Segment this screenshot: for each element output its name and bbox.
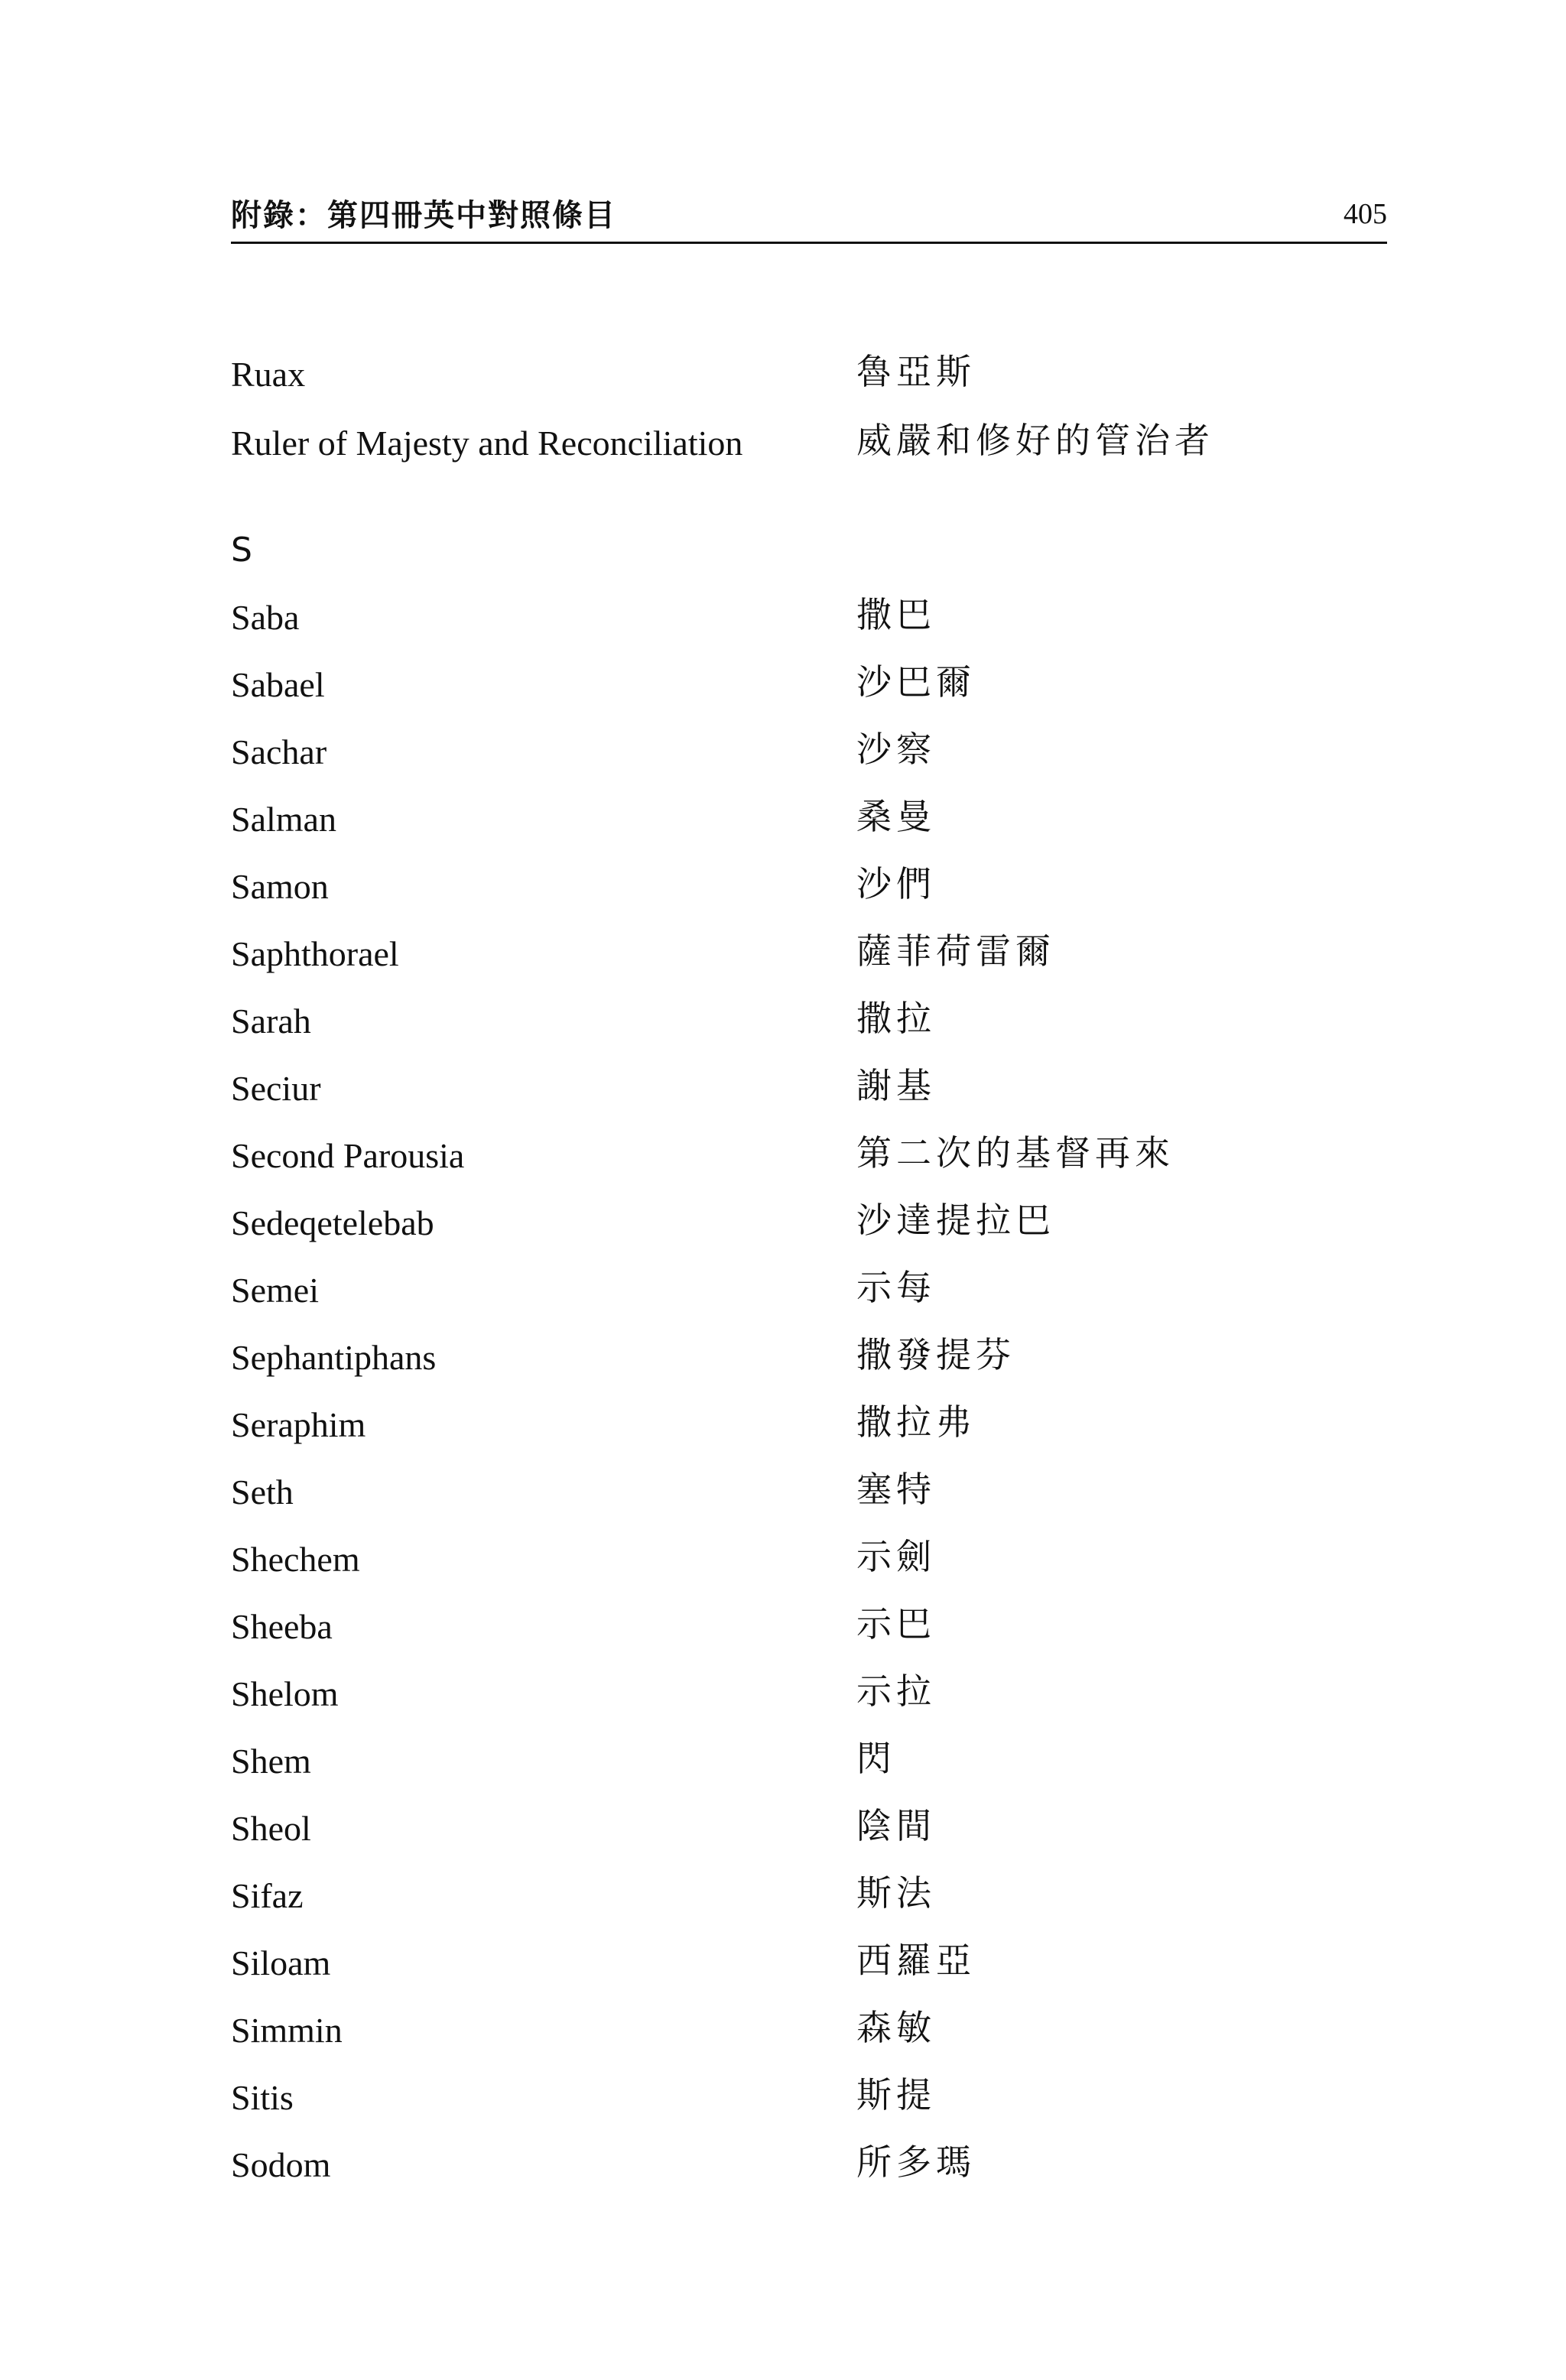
glossary-entry (231, 2009, 1387, 2076)
chinese-term: 撒拉 (856, 998, 936, 1039)
chinese-term: 魯亞斯 (856, 351, 976, 392)
glossary-entry (231, 930, 1387, 1000)
english-term: Siloam (231, 1943, 331, 1982)
chinese-term: 西羅亞 (856, 1940, 976, 1981)
glossary-entry (231, 798, 1387, 865)
glossary-entry (231, 1401, 1387, 1471)
glossary-entry (231, 422, 1387, 529)
page-number: 405 (1343, 198, 1387, 230)
chinese-term: 謝基 (856, 1065, 936, 1106)
english-term: Shem (231, 1742, 311, 1781)
glossary-entry (231, 1673, 1387, 1740)
chinese-term: 閃 (856, 1738, 896, 1779)
english-term: Sodom (231, 2145, 331, 2184)
chinese-term: 森敏 (856, 2007, 936, 2048)
english-term: Shechem (231, 1540, 360, 1579)
english-term: Semei (231, 1271, 319, 1310)
glossary-entry (231, 1603, 1387, 1673)
glossary-entry (231, 1872, 1387, 1942)
glossary-entry (231, 353, 1387, 422)
glossary-entry (231, 2141, 1387, 2211)
english-term: Sabael (231, 665, 325, 704)
glossary-entries (231, 353, 1387, 2211)
glossary-entry (231, 2076, 1387, 2144)
english-term: Seciur (231, 1069, 321, 1108)
english-term: Second Parousia (231, 1136, 465, 1175)
chinese-term: 斯提 (856, 2074, 936, 2115)
english-term: Ruax (231, 355, 306, 394)
english-term: Sachar (231, 732, 327, 771)
chinese-term: 桑曼 (856, 796, 936, 837)
english-term: Samon (231, 867, 329, 906)
english-term: Saphthorael (231, 934, 399, 973)
english-term: Sedeqetelebab (231, 1203, 434, 1242)
glossary-entry (231, 1538, 1387, 1606)
chinese-term: 示劍 (856, 1536, 936, 1577)
chinese-term: 沙察 (856, 729, 936, 770)
glossary-entry (231, 1067, 1387, 1135)
page-header (231, 188, 1387, 244)
chinese-term: 第二次的基督再來 (856, 1132, 1174, 1174)
chinese-term: 陰間 (856, 1805, 936, 1846)
glossary-entry (231, 1471, 1387, 1538)
chinese-term: 示每 (856, 1267, 936, 1308)
chinese-term: 沙們 (856, 863, 936, 904)
glossary-entry (231, 865, 1387, 933)
chinese-term: 所多瑪 (856, 2141, 976, 2183)
glossary-entry (231, 596, 1387, 664)
chinese-term: 撒發提芬 (856, 1334, 1015, 1375)
chinese-term: 斯法 (856, 1872, 936, 1914)
glossary-entry (231, 1942, 1387, 2009)
running-title: 附錄：第四冊英中對照條目 (231, 198, 616, 233)
section-letter: S (231, 531, 252, 570)
english-term: Seraphim (231, 1405, 366, 1444)
glossary-entry (231, 1807, 1387, 1875)
glossary-entry (231, 1000, 1387, 1067)
chinese-term: 撒拉弗 (856, 1401, 976, 1443)
english-term: Sitis (231, 2078, 294, 2117)
english-term: Sheeba (231, 1607, 333, 1646)
chinese-term: 示拉 (856, 1671, 936, 1712)
glossary-entry (231, 731, 1387, 798)
chinese-term: 薩菲荷雷爾 (856, 930, 1055, 972)
english-term: Sheol (231, 1809, 311, 1848)
english-term: Sifaz (231, 1876, 304, 1915)
chinese-term: 沙巴爾 (856, 661, 976, 703)
glossary-entry (231, 1132, 1387, 1202)
chinese-term: 威嚴和修好的管治者 (856, 420, 1214, 461)
chinese-term: 示巴 (856, 1603, 936, 1645)
chinese-term: 塞特 (856, 1469, 936, 1510)
glossary-entry (231, 1202, 1387, 1269)
glossary-entry (231, 1740, 1387, 1807)
english-term: Ruler of Majesty and Reconciliation (231, 424, 743, 463)
english-term: Sephantiphans (231, 1338, 437, 1377)
glossary-entry (231, 661, 1387, 731)
glossary-entry (231, 1269, 1387, 1336)
english-term: Sarah (231, 1002, 311, 1041)
glossary-entry (231, 1336, 1387, 1404)
english-term: Salman (231, 800, 336, 839)
chinese-term: 沙達提拉巴 (856, 1200, 1055, 1241)
section-heading (231, 529, 1387, 596)
english-term: Simmin (231, 2011, 343, 2050)
english-term: Saba (231, 598, 300, 637)
english-term: Seth (231, 1472, 294, 1511)
english-term: Shelom (231, 1674, 339, 1713)
chinese-term: 撒巴 (856, 594, 936, 635)
